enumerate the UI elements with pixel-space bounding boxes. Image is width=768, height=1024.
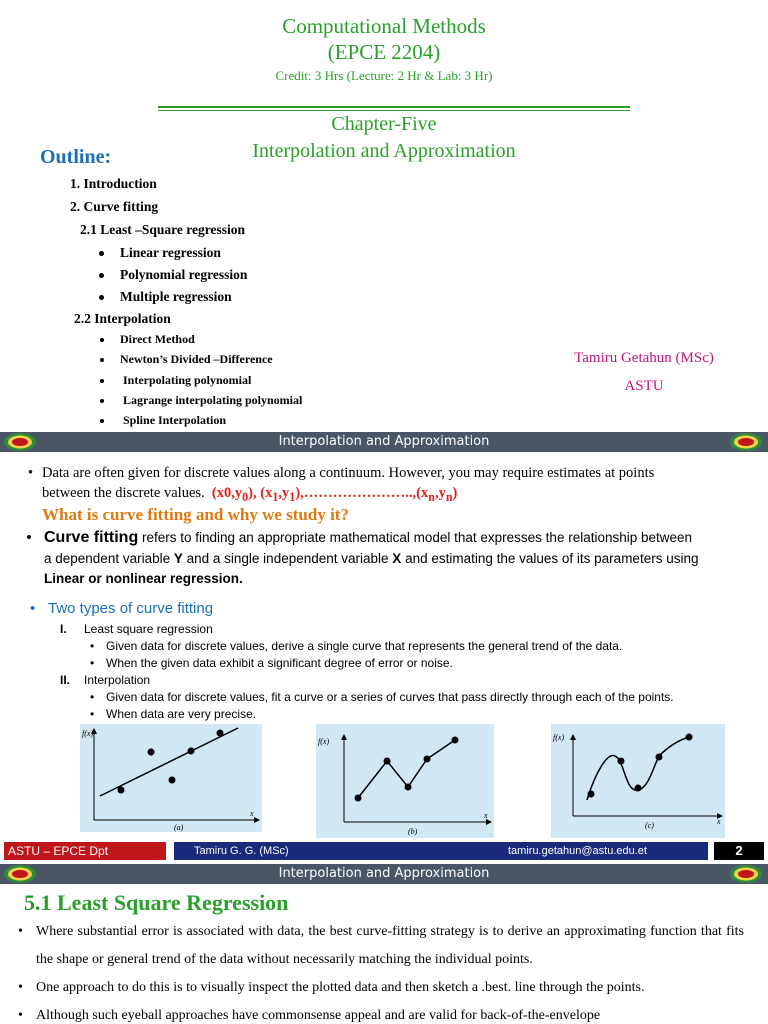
bullet-icon: •: [26, 528, 32, 547]
outline-subitem: Polynomial regression: [120, 267, 248, 282]
section-title: 5.1 Least Square Regression: [24, 890, 289, 915]
definition-text: a dependent variable: [44, 551, 174, 566]
figure-c-plot: [551, 724, 725, 838]
outline-item: 2.2 Interpolation: [74, 311, 171, 326]
bullet-icon: [99, 273, 104, 278]
bullet-icon: •: [18, 1008, 23, 1023]
bullet-icon: •: [90, 639, 95, 653]
axis-label: x: [484, 811, 488, 820]
outline-item: 2.1 Least –Square regression: [80, 222, 246, 237]
course-title: Computational Methods: [282, 14, 486, 38]
bullet-icon: •: [90, 656, 95, 670]
astu-logo-icon: [728, 864, 764, 884]
list-item: Given data for discrete values, derive a single curve that represents the general trend of the data.: [106, 639, 623, 653]
term: Curve fitting: [44, 529, 139, 546]
figure-label: (c): [645, 821, 654, 830]
institution: ASTU: [624, 378, 664, 394]
curve-fitting-definition: [44, 528, 764, 548]
types-heading: Two types of curve fitting: [48, 600, 214, 617]
definition-text: refers to finding an appropriate mathematical model that expresses the relationship between: [138, 530, 693, 545]
outline-subitem: Spline Interpolation: [123, 413, 227, 427]
paragraph: Data are often given for discrete values along a continuum. However, you may require estimates at points: [42, 465, 655, 481]
figure-label: (b): [408, 827, 418, 836]
astu-logo-icon: [728, 432, 764, 452]
bullet-icon: [100, 358, 104, 362]
list-number: I.: [60, 622, 67, 636]
question-heading: What is curve fitting and why we study it?: [42, 505, 349, 524]
author-name: Tamiru Getahun (MSc): [574, 350, 714, 366]
figure-linear-interpolation: [316, 724, 494, 838]
bullet-icon: •: [90, 690, 95, 704]
axis-label: x: [250, 809, 254, 818]
figure-b-plot: [316, 724, 494, 838]
type-title: Least square regression: [84, 622, 213, 636]
slide-least-square: [0, 864, 768, 1024]
axis-label: f(x): [318, 737, 330, 746]
figure-label: (a): [174, 823, 184, 832]
figure-least-squares: [80, 724, 262, 832]
bullet-icon: [100, 338, 104, 342]
data-points-notation: $(x0,y_0)$, $(x_1,y_1),\dots\dots\dots\dots\dots\dots\dots..,(x_n,y_n)$: [208, 485, 458, 504]
bullet-icon: •: [30, 600, 36, 617]
page-number: 2: [714, 842, 764, 860]
chapter-subtitle: Interpolation and Approximation: [252, 140, 516, 162]
footer-bar: [174, 842, 708, 860]
bullet-icon: •: [18, 924, 23, 939]
course-credit: Credit: 3 Hrs (Lecture: 2 Hr & Lab: 3 Hr): [275, 68, 493, 83]
bullet-icon: •: [28, 465, 34, 481]
curve-fitting-definition: Linear or nonlinear regression.: [44, 571, 243, 586]
paragraph: Although such eyeball approaches have commonsense appeal and are valid for back-of-the-envelope: [36, 1008, 601, 1023]
axis-label: f(x): [553, 733, 565, 742]
slide-header: Interpolation and Approximation: [0, 864, 768, 884]
list-item: Given data for discrete values, fit a curve or a series of curves that pass directly through each of the points.: [106, 690, 674, 704]
list-item: When the given data exhibit a significant degree of error or noise.: [106, 656, 453, 670]
footer-department: ASTU – EPCE Dpt: [4, 842, 166, 860]
footer-author: Tamiru G. G. (MSc): [194, 845, 289, 857]
footer-email: tamiru.getahun@astu.edu.et: [508, 845, 647, 857]
curve-fitting-definition: [44, 549, 764, 569]
slide-curve-fitting: [0, 432, 768, 864]
chapter-title: Chapter-Five: [331, 113, 437, 135]
outline-subitem: Linear regression: [120, 245, 221, 260]
bullet-icon: [100, 399, 104, 403]
bullet-icon: [99, 295, 104, 300]
outline-subitem: Direct Method: [120, 332, 195, 346]
outline-heading: Outline:: [40, 146, 112, 168]
course-code: (EPCE 2204): [327, 40, 441, 64]
astu-logo-icon: [2, 432, 38, 452]
figure-curvilinear-interpolation: [551, 724, 725, 838]
outline-subitem: Multiple regression: [120, 289, 232, 304]
bullet-icon: [99, 251, 104, 256]
paragraph: One approach to do this is to visually inspect the plotted data and then sketch a .best. line through the points.: [36, 980, 645, 995]
slide-header: Interpolation and Approximation: [0, 432, 768, 452]
bullet-icon: •: [90, 707, 95, 721]
figure-a-plot: [80, 724, 262, 832]
term: Y: [173, 551, 183, 566]
slide-title: [0, 0, 768, 433]
bullet-icon: [100, 419, 104, 423]
divider: [158, 110, 630, 111]
term: X: [392, 551, 402, 566]
type-title: Interpolation: [84, 673, 151, 687]
divider: [158, 106, 630, 108]
outline-item: 1. Introduction: [70, 176, 157, 191]
axis-label: f(x): [82, 729, 94, 738]
outline-subitem: Interpolating polynomial: [123, 373, 252, 387]
outline-subitem: Lagrange interpolating polynomial: [123, 393, 303, 407]
definition-text: and a single independent variable: [182, 551, 393, 566]
paragraph: Where substantial error is associated with data, the best curve-fitting strategy is to derive an approximating function that fits the shape or general trend of the data without necessarily matching the individual points.: [36, 924, 744, 967]
list-number: II.: [60, 673, 71, 687]
axis-label: x: [717, 817, 721, 826]
paragraph-text: between the discrete values.: [42, 485, 205, 501]
bullet-icon: [100, 379, 104, 383]
bullet-icon: •: [18, 980, 23, 995]
astu-logo-icon: [2, 864, 38, 884]
outline-item: 2. Curve fitting: [70, 199, 159, 214]
paragraph: [42, 483, 457, 507]
list-item: When data are very precise.: [106, 707, 257, 721]
definition-text: and estimating the values of its parameters using: [401, 551, 699, 566]
outline-subitem: Newton’s Divided –Difference: [120, 352, 273, 366]
